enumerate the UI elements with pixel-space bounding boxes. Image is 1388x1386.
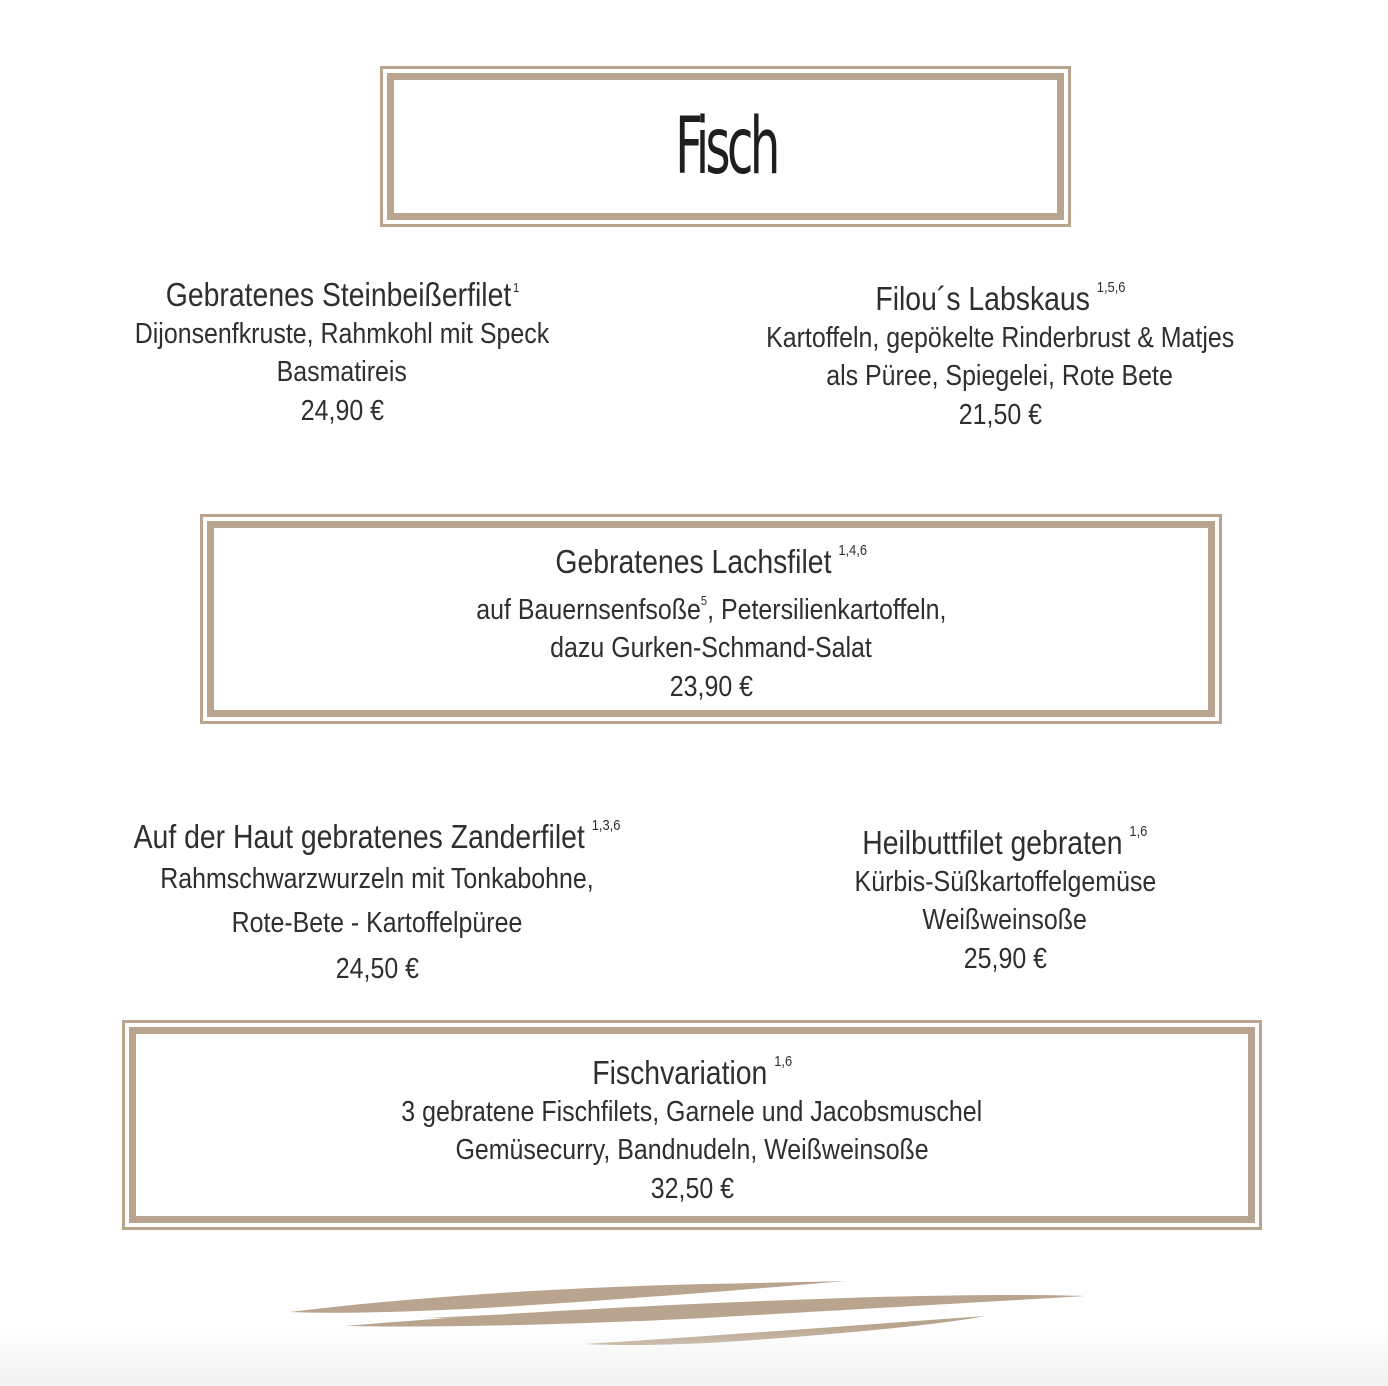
dish-fischvariation-frame [122,1020,1262,1230]
price-text: 23,90 € [669,671,753,703]
dish-name-text: Heilbuttfilet gebraten [862,824,1123,861]
dish-description [92,857,662,901]
dish-zander [92,806,662,993]
dish-description [760,901,1250,939]
dish-price [720,395,1280,435]
dish-description [438,629,985,667]
dish-description [760,863,1250,901]
price-text: 24,50 € [335,953,419,985]
description-line: dazu Gurken-Schmand-Salat [550,632,872,664]
description-line: Gemüsecurry, Bandnudeln, Weißweinsoße [455,1133,929,1166]
dish-lachs [207,521,1215,717]
description-line: Kürbis-Süßkartoffelgemüse [854,866,1156,898]
allergen-numbers: 1,6 [1129,823,1148,840]
description-text: auf Bauernsenfsoße [475,594,701,626]
allergen-numbers: 1,6 [774,1052,792,1070]
description-line: 3 gebratene Fischfilets, Garnele und Jacobsmuschel [401,1095,983,1128]
title-frame [380,66,1071,227]
description-text: , Petersilienkartoffeln, [706,594,947,626]
title-frame-inner [387,73,1064,220]
dish-name-text: Gebratenes Lachsfilet [555,543,832,580]
dish-lachs-frame [200,514,1222,724]
dish-name-text: Filou´s Labskaus [874,280,1090,317]
dish-name [438,531,985,582]
dish-steinbeisser [92,268,592,431]
dish-fischvariation-content [354,1042,1029,1209]
dish-name [354,1042,1029,1093]
dish-price [92,391,592,431]
price-text: 32,50 € [650,1172,734,1205]
allergen-numbers: 1,3,6 [591,817,621,834]
allergen-numbers: 1,4,6 [838,542,867,559]
dish-name [92,268,592,315]
dish-name [720,268,1280,319]
dish-price [92,945,662,993]
dish-price [438,667,985,707]
dish-description [92,315,592,353]
description-line: Dijonsenfkruste, Rahmkohl mit Speck [134,318,550,350]
dish-price [760,939,1250,979]
dish-name-text: Fischvariation [592,1053,768,1091]
description-line: als Püree, Spiegelei, Rote Bete [826,360,1174,392]
dish-description [354,1093,1029,1131]
description-line: Kartoffeln, gepökelte Rinderbrust & Matjes [765,322,1235,354]
page-title: Fisch [674,101,777,192]
dish-name [92,806,662,857]
allergen-numbers: 1,5,6 [1096,279,1126,296]
allergen-number: 5 [700,593,707,608]
price-text: 24,90 € [300,395,384,427]
dish-labskaus [720,268,1280,435]
dish-description [92,901,662,945]
bottom-fade [0,1326,1388,1386]
price-text: 21,50 € [958,399,1042,431]
dish-fischvariation [129,1027,1255,1223]
dish-name-text: Auf der Haut gebratenes Zanderfilet [133,818,585,855]
dish-name [760,812,1250,863]
dish-lachs-content [438,531,985,707]
dish-description [92,353,592,391]
description-line: Weißweinsoße [922,904,1088,936]
dish-name-text: Gebratenes Steinbeißerfilet [165,276,511,313]
dish-description [720,357,1280,395]
allergen-numbers: 1 [512,280,519,295]
dish-price [354,1169,1029,1209]
description-line: Basmatireis [276,356,408,388]
dish-description [438,582,985,629]
dish-description [720,319,1280,357]
price-text: 25,90 € [963,943,1047,975]
description-line: Rahmschwarzwurzeln mit Tonkabohne, [160,863,594,895]
description-line: Rote-Bete - Kartoffelpüree [231,907,523,939]
dish-description [354,1131,1029,1169]
dish-heilbutt [760,812,1250,979]
